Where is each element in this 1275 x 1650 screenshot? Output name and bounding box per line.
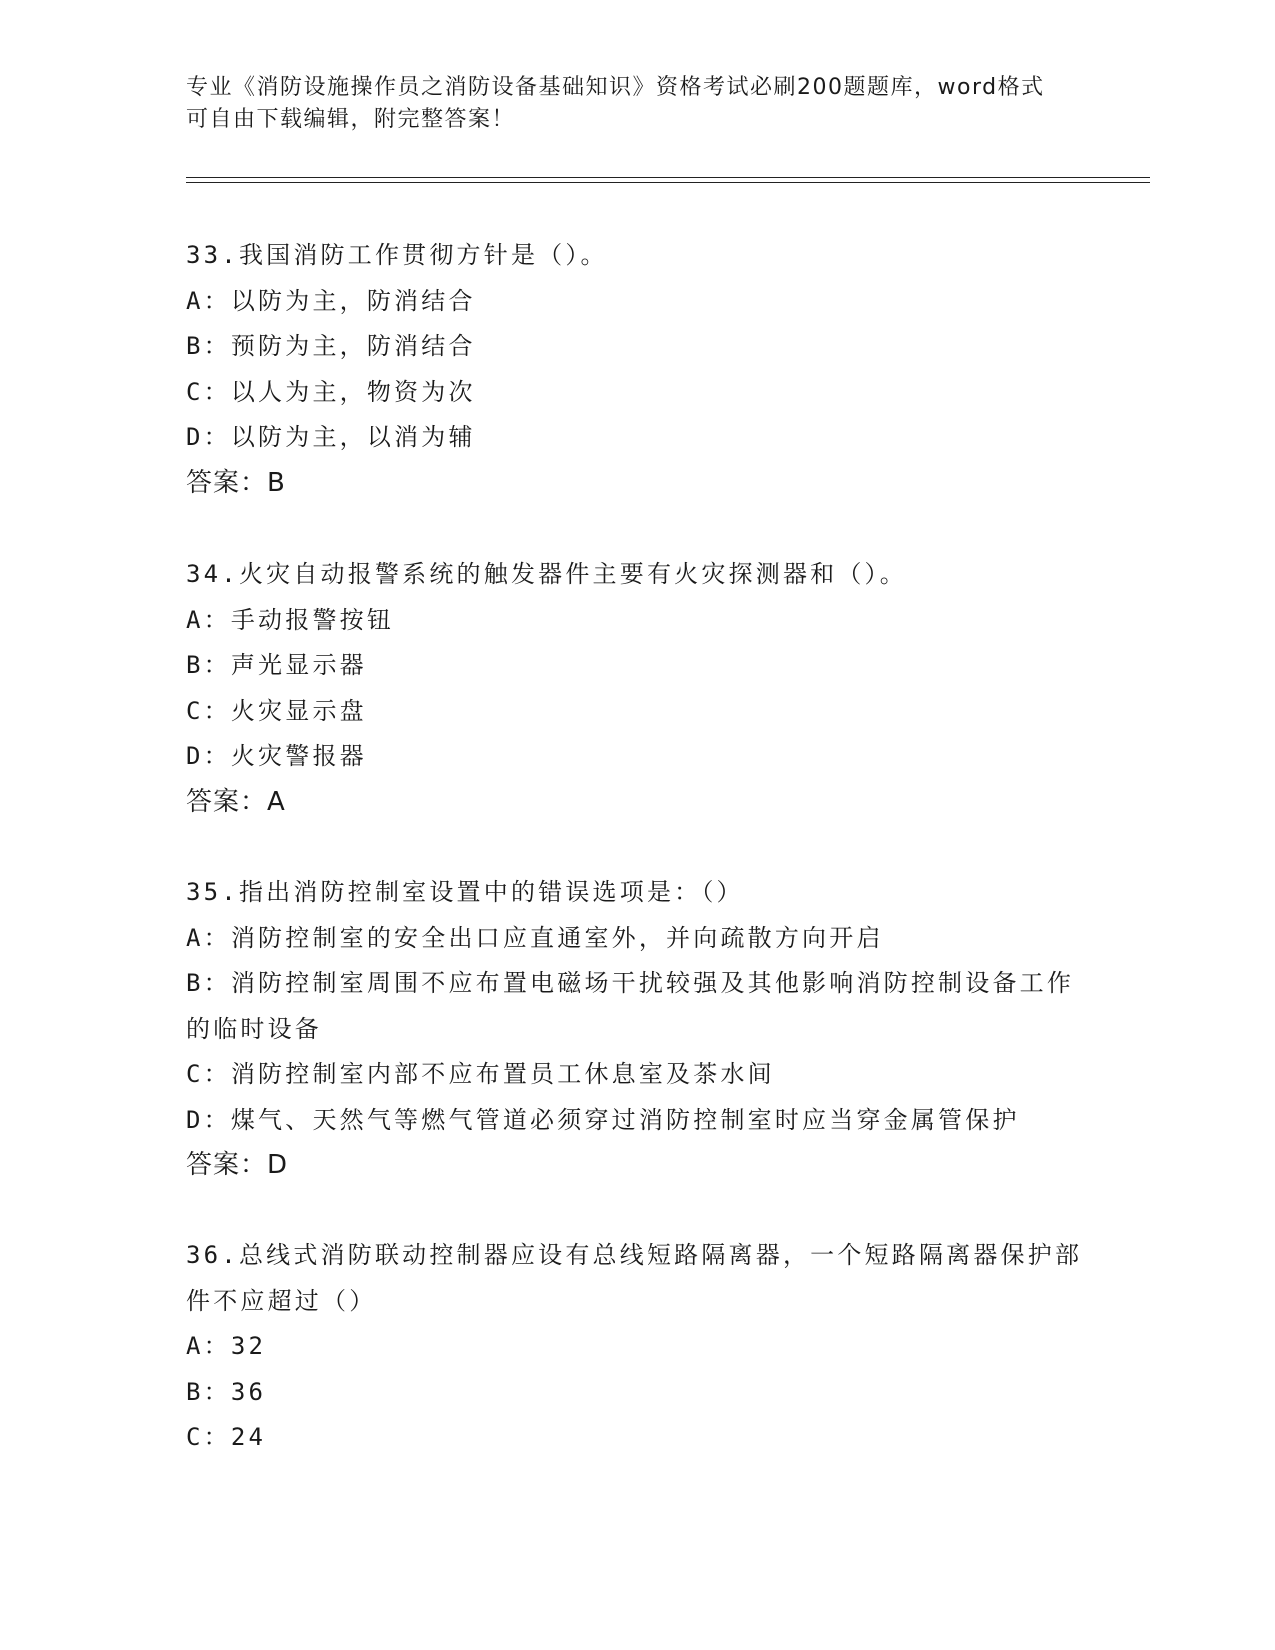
answer-line: 答案：B (186, 467, 286, 498)
header-rule-top (186, 177, 1150, 178)
option-b: B：声光显示器 (186, 651, 367, 679)
question-33 (186, 233, 1086, 506)
option-c: C：24 (186, 1423, 267, 1451)
option-d: D：以防为主，以消为辅 (186, 423, 476, 451)
question-stem: 33.我国消防工作贯彻方针是（）。 (186, 241, 608, 269)
question-stem: 34.火灾自动报警系统的触发器件主要有火灾探测器和（）。 (186, 560, 907, 588)
question-stem: 36.总线式消防联动控制器应设有总线短路隔离器，一个短路隔离器保护部件不应超过（） (186, 1241, 1083, 1315)
answer-line: 答案：A (186, 786, 286, 817)
question-stem: 35.指出消防控制室设置中的错误选项是：（） (186, 878, 744, 906)
option-a: A：32 (186, 1332, 267, 1360)
question-36 (186, 1233, 1086, 1461)
question-34 (186, 552, 1086, 825)
option-c: C：火灾显示盘 (186, 696, 367, 725)
option-a: A：消防控制室的安全出口应直通室外，并向疏散方向开启 (186, 923, 884, 952)
option-b: B：预防为主，防消结合 (186, 332, 476, 360)
answer-line: 答案：D (186, 1150, 289, 1180)
option-a: A：以防为主，防消结合 (186, 286, 476, 315)
header-rule-bottom (186, 182, 1150, 183)
option-c: C：以人为主，物资为次 (186, 377, 476, 406)
option-d: D：煤气、天然气等燃气管道必须穿过消防控制室时应当穿金属管保护 (186, 1105, 1020, 1134)
question-35 (186, 870, 1086, 1189)
option-c: C：消防控制室内部不应布置员工休息室及茶水间 (186, 1060, 775, 1088)
option-d: D：火灾警报器 (186, 742, 367, 770)
option-b: B：消防控制室周围不应布置电磁场干扰较强及其他影响消防控制设备工作的临时设备 (186, 969, 1075, 1043)
option-b: B：36 (186, 1377, 267, 1406)
option-a: A：手动报警按钮 (186, 605, 395, 634)
document-header: 专业《消防设施操作员之消防设备基础知识》资格考试必刷200题题库，word格式可自由下载编辑，附完整答案！ (186, 75, 1045, 132)
